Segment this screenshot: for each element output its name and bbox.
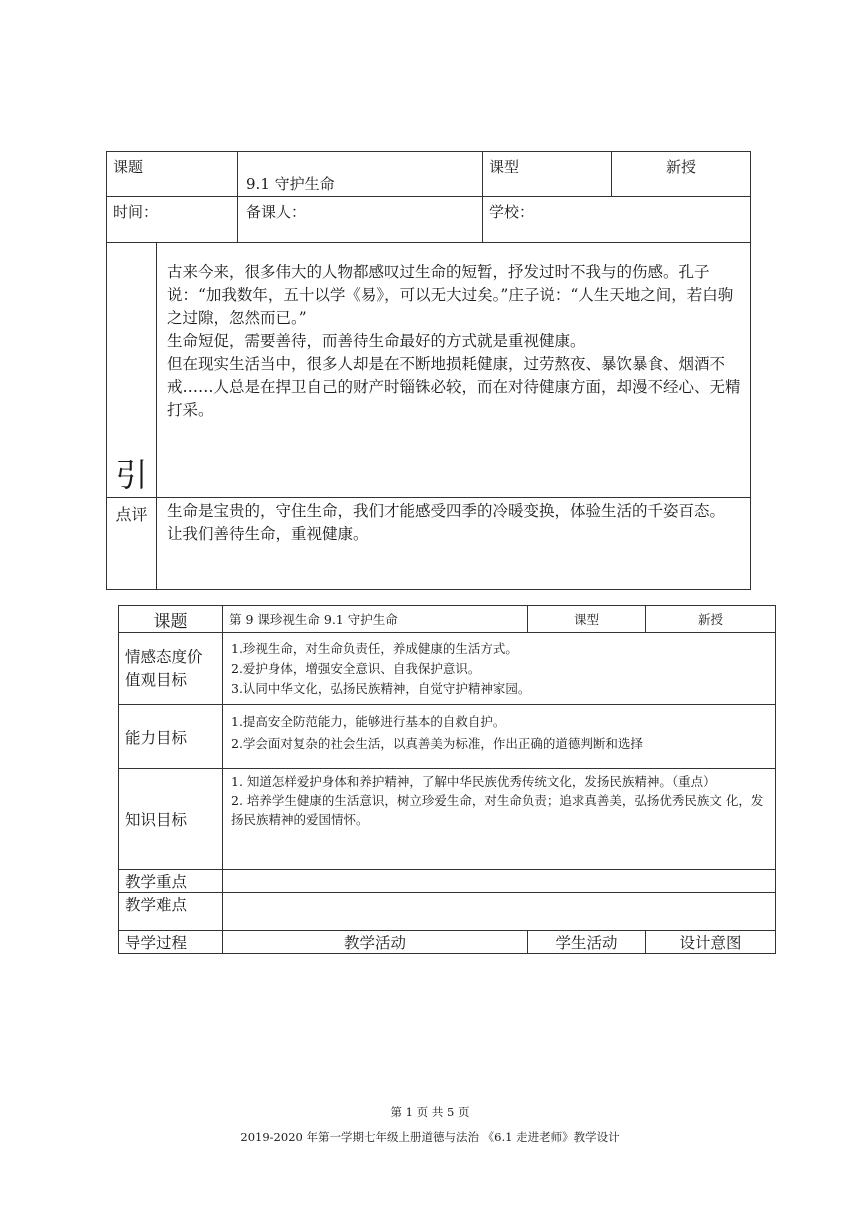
type-value-cell [612,152,751,197]
subject-value-cell [238,152,483,197]
document-title-footer: 2019-2020 年第一学期七年级上册道德与法治 《6.1 走进老师》教学设计 [240,1130,620,1144]
school-cell [483,197,751,243]
type-value-cell [646,606,776,633]
ability-label-cell [119,705,223,769]
subject-label-cell [119,606,223,633]
process-label-cell [119,931,223,954]
key-points-label: 教学重点 [125,873,188,891]
type-label: 课型 [573,612,599,627]
difficulty-label: 教学难点 [125,896,188,914]
knowledge-item: 2. 培养学生健康的生活意识，树立珍爱生命，对生命负责；追求真善美，弘扬优秀民族文 化，发扬民族精神的爱国情怀。 [231,793,764,827]
student-activity-header [528,931,646,954]
difficulty-label-cell [119,893,223,931]
process-label: 导学过程 [125,934,188,952]
difficulty-cell [223,893,776,931]
teaching-activity-label: 教学活动 [343,934,406,952]
subject-value: 9.1 守护生命 [246,175,335,193]
knowledge-items-cell [223,769,776,870]
ability-label: 能力目标 [125,728,188,747]
type-label: 课型 [489,158,520,176]
emotion-item: 2.爱护身体，增强安全意识、自我保护意识。 [231,661,481,676]
design-intent-header [646,931,776,954]
ability-items-cell [223,705,776,769]
subject-value-cell [223,606,528,633]
knowledge-label-cell [119,769,223,870]
comment-text: 生命是宝贵的，守住生命，我们才能感受四季的冷暖变换，体验生活的千姿百态。让我们善待生命，重视健康。 [167,502,726,543]
emotion-label-cell [119,633,223,705]
intro-paragraph: 但在现实生活当中，很多人却是在不断地损耗健康，过劳熬夜、暴饮暴食、烟酒不戒……人总是在捍卫自己的财产时锱铢必较，而在对待健康方面，却漫不经心、无精打采。 [167,355,741,419]
preparer-label: 备课人： [246,203,307,221]
comment-text-cell [157,498,751,590]
ability-item: 1.提高安全防范能力，能够进行基本的自救自护。 [231,714,506,729]
subject-label: 课题 [113,158,144,176]
knowledge-item: 1. 知道怎样爱护身体和养护精神，了解中华民族优秀传统文化，发扬民族精神。（重点） [231,774,716,789]
page-number: 第 1 页 共 5 页 [390,1105,470,1119]
type-value: 新授 [666,158,697,176]
type-label-cell [483,152,612,197]
emotion-item: 3.认同中华文化，弘扬民族精神，自觉守护精神家园。 [231,681,531,696]
teaching-activity-header [223,931,528,954]
ability-item: 2.学会面对复杂的社会生活，以真善美为标准，作出正确的道德判断和选择 [231,736,643,751]
intro-text-cell [157,243,751,498]
design-intent-label: 设计意图 [679,934,742,952]
key-points-label-cell [119,870,223,893]
knowledge-label: 知识目标 [125,811,188,829]
objectives-table [118,605,776,954]
subject-label: 课题 [153,611,188,632]
intro-paragraph: 生命短促，需要善待，而善待生命最好的方式就是重视健康。 [167,332,586,350]
intro-paragraph: 古来今来，很多伟大的人物都感叹过生命的短暂，抒发过时不我与的伤感。孔子说：“加我数年，五十以学《易》，可以无大过矣。”庄子说：“人生天地之间，若白驹之过隙，忽然而已。” [167,263,734,327]
subject-value: 第 9 课珍视生命 9.1 守护生命 [229,612,398,627]
key-points-cell [223,870,776,893]
subject-label-cell [107,152,238,197]
comment-label: 点评 [115,505,148,524]
lesson-header-table [106,151,751,590]
emotion-item: 1.珍视生命，对生命负责任，养成健康的生活方式。 [231,641,518,656]
preparer-cell [238,197,483,243]
intro-label: 引 [115,456,148,494]
type-value: 新授 [697,612,723,627]
intro-label-cell [107,243,157,498]
time-cell [107,197,238,243]
time-label: 时间： [113,203,159,221]
emotion-label: 情感态度价值观目标 [125,647,203,689]
emotion-items-cell [223,633,776,705]
type-label-cell [528,606,646,633]
comment-label-cell [107,498,157,590]
student-activity-label: 学生活动 [555,934,618,952]
school-label: 学校： [489,203,535,221]
